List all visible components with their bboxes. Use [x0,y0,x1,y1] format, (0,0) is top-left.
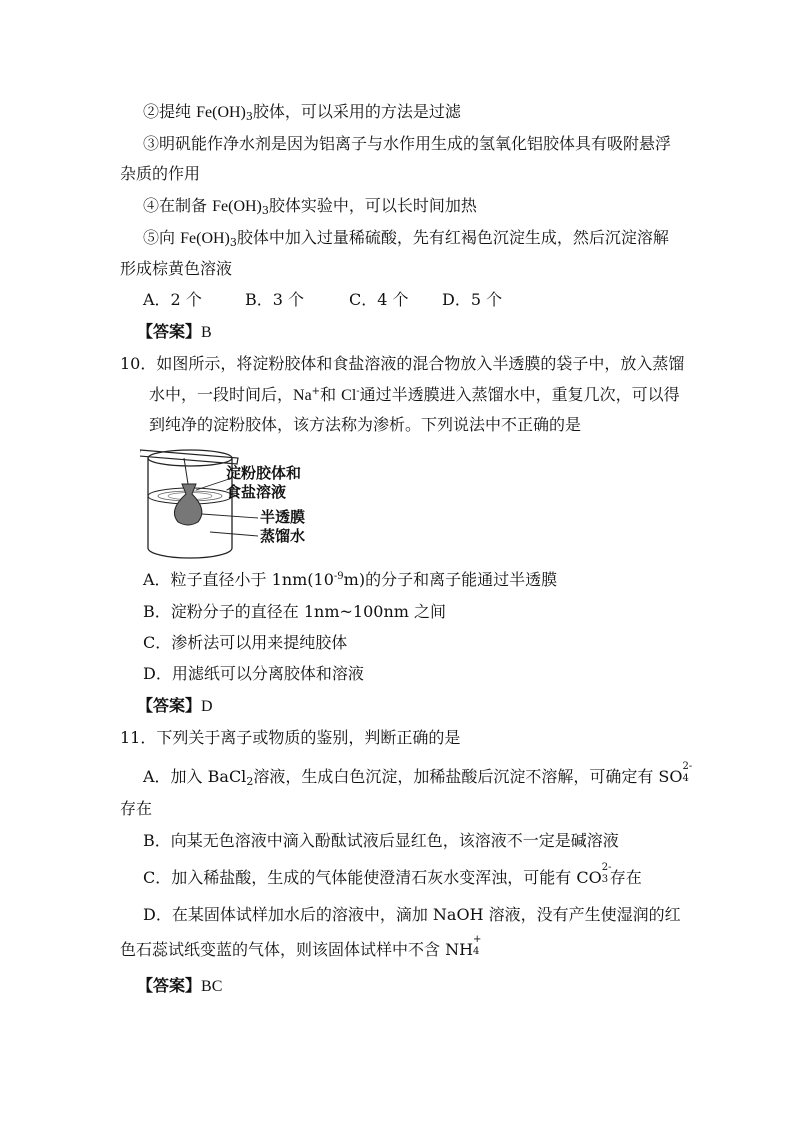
label-salt-solution: 食盐溶液 [226,483,287,501]
q10-answer: 【答案】D [137,696,213,715]
q11-option-a-line1: A．加入 BaCl$_2$溶液，生成白色沉淀，加稀盐酸后沉淀不溶解，可确定有 SO 2- 4 [143,761,693,788]
q11-option-a-line2: 存在 [120,799,153,818]
q9-item-2: ②提纯 $Fe(OH)_3$胶体，可以采用的方法是过滤 [143,102,461,123]
q9-option-a: A．2 个 [143,290,202,309]
q9-option-c: C．4 个 [349,290,409,309]
q11-option-b: B．向某无色溶液中滴入酚酞试液后显红色，该溶液不一定是碱溶液 [143,831,619,850]
q10-stem-line3: 到纯净的淀粉胶体，该方法称为渗析。下列说法中不正确的是 [149,415,582,434]
q11-stem: 11．下列关于离子或物质的鉴别，判断正确的是 [120,728,461,747]
q9-item-4: ④在制备 $Fe(OH)_3$胶体实验中，可以长时间加热 [143,196,477,217]
label-starch-colloid: 淀粉胶体和 [226,464,302,482]
label-distilled-water: 蒸馏水 [260,527,306,545]
q11-option-d-line1: D．在某固体试样加水后的溶液中，滴加 NaOH 溶液，没有产生使湿润的红 [143,905,681,924]
q11-option-d-line2: 色石蕊试纸变蓝的气体，则该固体试样中不含 NH + 4 [120,934,482,959]
q9-item-3-line1: ③明矾能作净水剂是因为铝离子与水作用生成的氢氧化铝胶体具有吸附悬浮 [143,134,672,153]
q9-option-d: D．5 个 [442,290,503,309]
q10-option-d: D．用滤纸可以分离胶体和溶液 [143,664,364,683]
q11-option-c: C．加入稀盐酸，生成的气体能使澄清石灰水变浑浊，可能有 CO 2- 3 存在 [143,862,642,887]
q9-item-5-line1: ⑤向 $Fe(OH)_3$胶体中加入过量稀硫酸，先有红褐色沉淀生成，然后沉淀溶解 [143,228,669,249]
q10-option-b: B．淀粉分子的直径在 1nm~100nm 之间 [143,602,447,621]
semipermeable-bag [174,484,201,525]
label-membrane: 半透膜 [260,508,306,526]
q9-option-b: B．3 个 [245,290,305,309]
q10-option-a: A．粒子直径小于 $1nm(10^{-9}m)$的分子和离子能通过半透膜 [143,570,558,589]
q9-item-5-line2: 形成棕黄色溶液 [120,259,233,278]
q9-answer: 【答案】B [137,322,212,341]
q10-option-c: C．渗析法可以用来提纯胶体 [143,633,348,652]
beaker-diagram [140,444,350,564]
q10-stem-line1: 10．如图所示，将淀粉胶体和食盐溶液的混合物放入半透膜的袋子中，放入蒸馏 [120,354,685,373]
dialysis-figure [140,444,350,564]
q10-stem-line2: 水中，一段时间后，Na+和 Cl-通过半透膜进入蒸馏水中，重复几次，可以得 [149,385,680,404]
q11-answer: 【答案】BC [137,976,223,995]
q9-item-3-line2: 杂质的作用 [120,164,201,183]
